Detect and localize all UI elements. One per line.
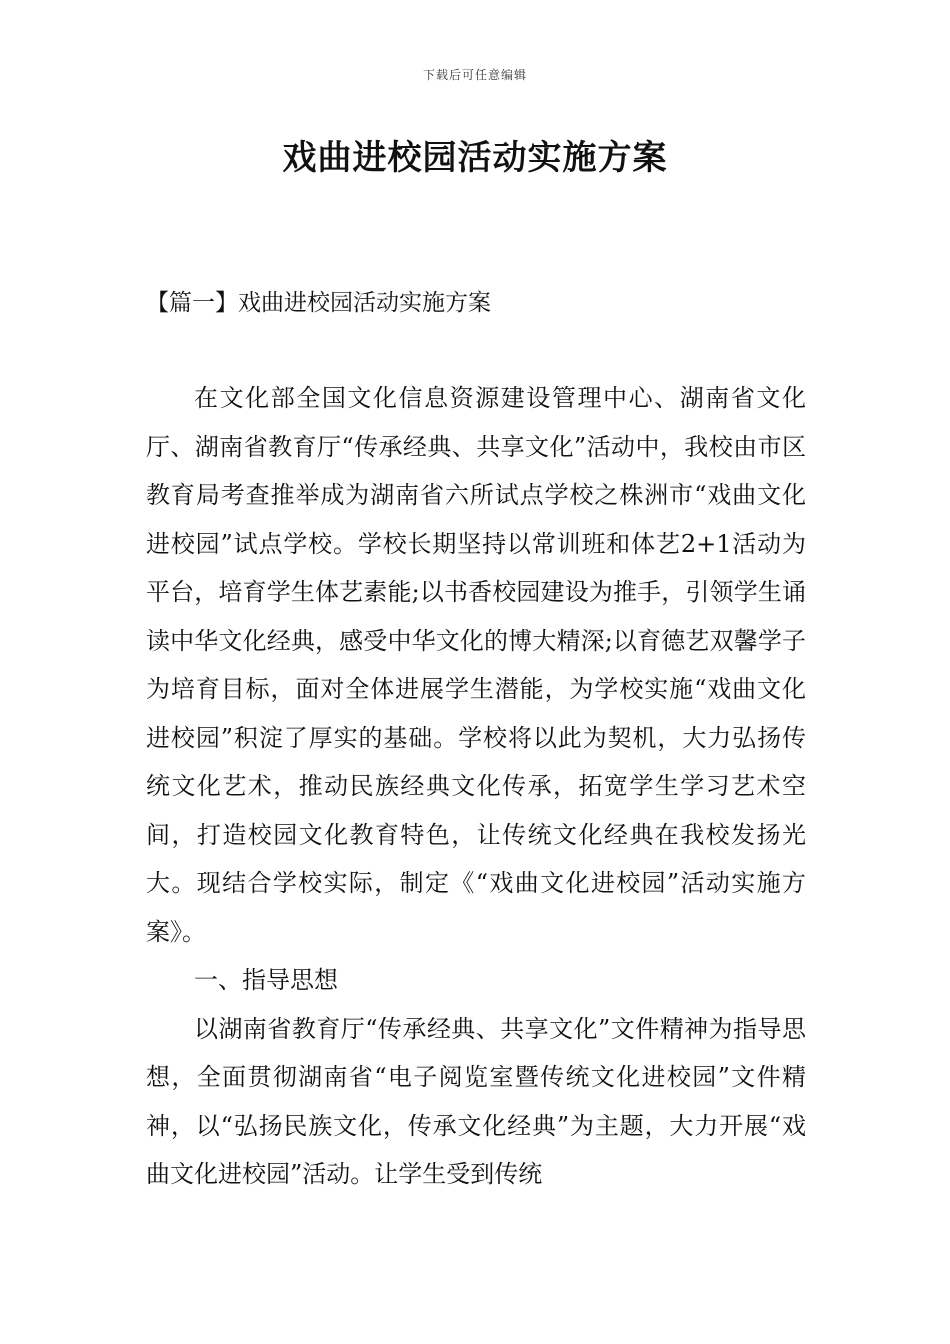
paragraph-intro: 在文化部全国文化信息资源建设管理中心、湖南省文化厅、湖南省教育厅“传承经典、共享文化”活动中，我校由市区教育局考查推举成为湖南省六所试点学校之株洲市“戏曲文化进校园”试点学校。学校长期坚持以常训班和体艺2+1活动为平台，培育学生体艺素能;以书香校园建设为推手，引领学生诵读中华文化经典，感受中华文化的博大精深;以育德艺双馨学子为培育目标，面对全体进展学生潜能，为学校实施“戏曲文化进校园”积淀了厚实的基础。学校将以此为契机，大力弘扬传统文化艺术，推动民族经典文化传承，拓宽学生学习艺术空间，打造校园文化教育特色，让传统文化经典在我校发扬光大。现结合学校实际，制定《“戏曲文化进校园”活动实施方案》。 xyxy=(146,384,806,946)
section-heading: 【篇一】戏曲进校园活动实施方案 xyxy=(146,290,491,316)
paragraph-guiding-ideology: 以湖南省教育厅“传承经典、共享文化”文件精神为指导思想，全面贯彻湖南省“电子阅览室暨传统文化进校园”文件精神，以“弘扬民族文化，传承文化经典”为主题，大力开展“戏曲文化进校园”活动。让学生受到传统 xyxy=(146,1014,806,1188)
header-note: 下载后可任意编辑 xyxy=(422,68,527,82)
document-title: 戏曲进校园活动实施方案 xyxy=(282,138,668,178)
heading-guiding-ideology: 一、指导思想 xyxy=(194,966,338,994)
document-body xyxy=(146,374,806,1199)
